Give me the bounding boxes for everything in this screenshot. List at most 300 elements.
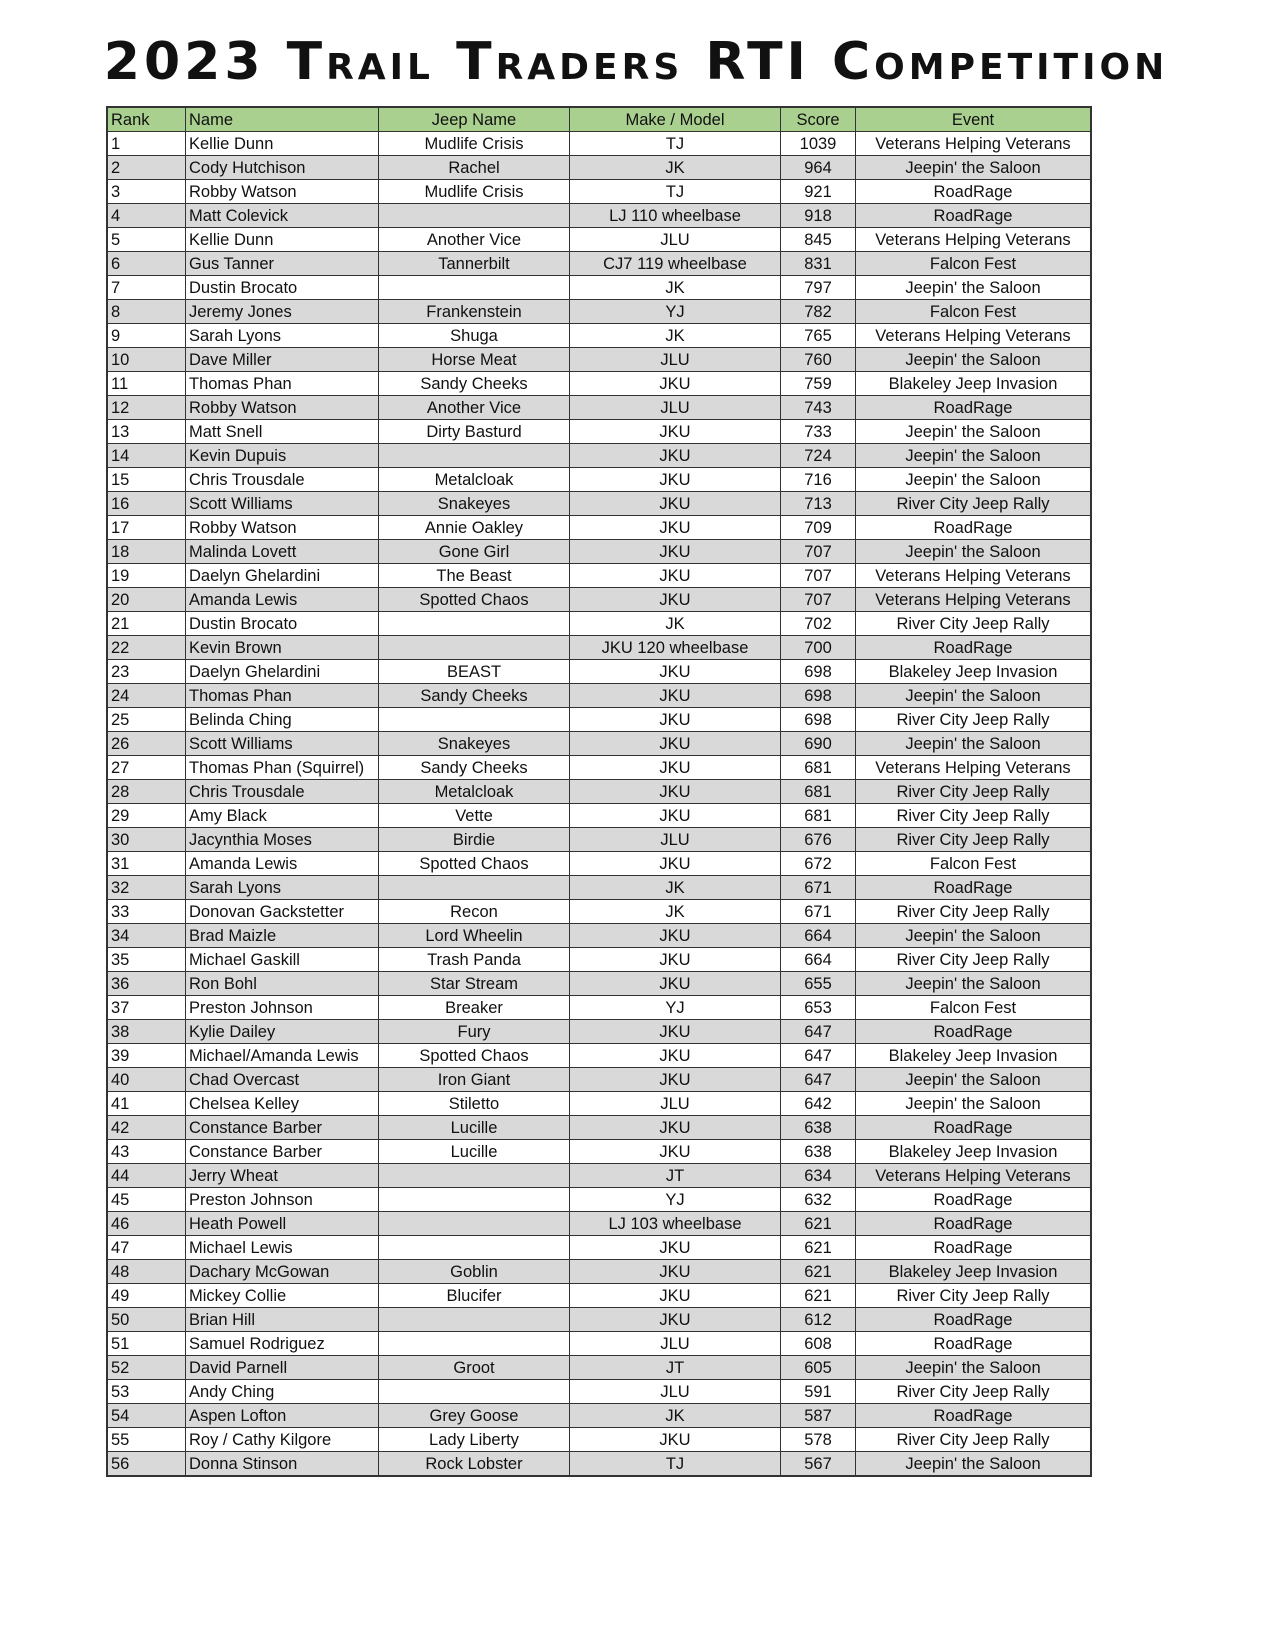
table-row [107,228,1091,252]
cell-make-model: JKU [570,588,781,612]
table-row [107,1332,1091,1356]
cell-make-model: JKU 120 wheelbase [570,636,781,660]
cell-rank: 19 [107,564,186,588]
cell-event: RoadRage [856,1188,1092,1212]
table-row [107,252,1091,276]
cell-jeep-name: Mudlife Crisis [379,180,570,204]
table-row [107,1452,1091,1477]
cell-score: 698 [781,684,856,708]
cell-event: RoadRage [856,1212,1092,1236]
table-row [107,780,1091,804]
cell-score: 709 [781,516,856,540]
cell-event: Jeepin' the Saloon [856,972,1092,996]
cell-jeep-name: Snakeyes [379,732,570,756]
cell-name: Dustin Brocato [186,276,379,300]
cell-jeep-name [379,1236,570,1260]
cell-score: 733 [781,420,856,444]
cell-jeep-name: Stiletto [379,1092,570,1116]
cell-score: 621 [781,1284,856,1308]
table-row [107,924,1091,948]
cell-name: Preston Johnson [186,1188,379,1212]
cell-event: Veterans Helping Veterans [856,564,1092,588]
cell-name: Matt Snell [186,420,379,444]
cell-score: 664 [781,948,856,972]
cell-make-model: JLU [570,228,781,252]
cell-score: 797 [781,276,856,300]
cell-rank: 47 [107,1236,186,1260]
cell-name: Dachary McGowan [186,1260,379,1284]
cell-rank: 41 [107,1092,186,1116]
cell-event: RoadRage [856,1116,1092,1140]
cell-score: 845 [781,228,856,252]
cell-name: Thomas Phan (Squirrel) [186,756,379,780]
cell-event: Jeepin' the Saloon [856,276,1092,300]
table-row [107,708,1091,732]
cell-name: Amanda Lewis [186,588,379,612]
table-row [107,1212,1091,1236]
cell-rank: 4 [107,204,186,228]
cell-rank: 14 [107,444,186,468]
cell-make-model: JK [570,156,781,180]
cell-score: 921 [781,180,856,204]
table-header-row [107,107,1091,132]
table-row [107,1284,1091,1308]
cell-event: Jeepin' the Saloon [856,1068,1092,1092]
cell-rank: 18 [107,540,186,564]
cell-rank: 30 [107,828,186,852]
table-row [107,1068,1091,1092]
cell-name: Jacynthia Moses [186,828,379,852]
cell-jeep-name: Trash Panda [379,948,570,972]
cell-rank: 20 [107,588,186,612]
cell-make-model: JKU [570,420,781,444]
cell-score: 567 [781,1452,856,1477]
cell-name: Amanda Lewis [186,852,379,876]
table-row [107,348,1091,372]
cell-jeep-name: Star Stream [379,972,570,996]
cell-jeep-name [379,1164,570,1188]
cell-name: Matt Colevick [186,204,379,228]
cell-rank: 40 [107,1068,186,1092]
cell-score: 707 [781,540,856,564]
cell-jeep-name: Breaker [379,996,570,1020]
table-row [107,876,1091,900]
cell-jeep-name [379,444,570,468]
cell-rank: 12 [107,396,186,420]
cell-make-model: JKU [570,660,781,684]
cell-score: 698 [781,708,856,732]
cell-name: Daelyn Ghelardini [186,660,379,684]
cell-jeep-name: Rock Lobster [379,1452,570,1477]
cell-score: 578 [781,1428,856,1452]
cell-name: Chad Overcast [186,1068,379,1092]
cell-jeep-name: Spotted Chaos [379,852,570,876]
cell-jeep-name [379,708,570,732]
cell-jeep-name [379,1212,570,1236]
cell-rank: 25 [107,708,186,732]
cell-rank: 50 [107,1308,186,1332]
cell-jeep-name [379,636,570,660]
cell-jeep-name: Sandy Cheeks [379,372,570,396]
cell-score: 671 [781,900,856,924]
cell-event: Veterans Helping Veterans [856,588,1092,612]
cell-score: 672 [781,852,856,876]
table-row [107,276,1091,300]
cell-name: Thomas Phan [186,372,379,396]
cell-score: 612 [781,1308,856,1332]
column-header-rank: Rank [107,107,186,132]
cell-make-model: JLU [570,396,781,420]
cell-event: RoadRage [856,1020,1092,1044]
cell-score: 632 [781,1188,856,1212]
cell-rank: 48 [107,1260,186,1284]
cell-name: Jeremy Jones [186,300,379,324]
cell-jeep-name: Lucille [379,1140,570,1164]
column-header-jeep-name: Jeep Name [379,107,570,132]
cell-event: RoadRage [856,180,1092,204]
cell-name: Heath Powell [186,1212,379,1236]
cell-make-model: JKU [570,852,781,876]
cell-make-model: JT [570,1164,781,1188]
cell-make-model: JKU [570,1068,781,1092]
cell-make-model: JKU [570,444,781,468]
cell-score: 621 [781,1260,856,1284]
cell-rank: 49 [107,1284,186,1308]
cell-rank: 21 [107,612,186,636]
cell-rank: 10 [107,348,186,372]
cell-jeep-name: Spotted Chaos [379,1044,570,1068]
cell-rank: 23 [107,660,186,684]
cell-name: Gus Tanner [186,252,379,276]
table-row [107,156,1091,180]
cell-event: RoadRage [856,636,1092,660]
cell-score: 655 [781,972,856,996]
cell-make-model: JKU [570,948,781,972]
cell-event: Veterans Helping Veterans [856,1164,1092,1188]
cell-rank: 34 [107,924,186,948]
cell-name: Robby Watson [186,396,379,420]
cell-jeep-name: Grey Goose [379,1404,570,1428]
cell-make-model: JKU [570,492,781,516]
cell-score: 760 [781,348,856,372]
cell-score: 707 [781,564,856,588]
cell-rank: 37 [107,996,186,1020]
cell-rank: 33 [107,900,186,924]
cell-score: 1039 [781,132,856,156]
cell-rank: 35 [107,948,186,972]
cell-rank: 53 [107,1380,186,1404]
table-row [107,684,1091,708]
table-row [107,1164,1091,1188]
cell-event: Veterans Helping Veterans [856,132,1092,156]
cell-name: Scott Williams [186,492,379,516]
cell-name: Mickey Collie [186,1284,379,1308]
table-row [107,132,1091,156]
cell-score: 782 [781,300,856,324]
cell-jeep-name: Tannerbilt [379,252,570,276]
cell-name: Chelsea Kelley [186,1092,379,1116]
cell-make-model: JK [570,876,781,900]
cell-name: Jerry Wheat [186,1164,379,1188]
cell-jeep-name: Recon [379,900,570,924]
cell-make-model: JKU [570,372,781,396]
cell-rank: 56 [107,1452,186,1477]
cell-event: RoadRage [856,876,1092,900]
table-row [107,1428,1091,1452]
cell-make-model: JK [570,612,781,636]
cell-jeep-name: Dirty Basturd [379,420,570,444]
cell-rank: 28 [107,780,186,804]
cell-name: Roy / Cathy Kilgore [186,1428,379,1452]
cell-make-model: CJ7 119 wheelbase [570,252,781,276]
cell-make-model: TJ [570,180,781,204]
cell-score: 621 [781,1236,856,1260]
cell-jeep-name: BEAST [379,660,570,684]
cell-make-model: JKU [570,516,781,540]
cell-make-model: JKU [570,1044,781,1068]
cell-jeep-name: Iron Giant [379,1068,570,1092]
table-row [107,180,1091,204]
cell-jeep-name: The Beast [379,564,570,588]
cell-name: Belinda Ching [186,708,379,732]
cell-rank: 26 [107,732,186,756]
cell-score: 707 [781,588,856,612]
cell-event: River City Jeep Rally [856,780,1092,804]
cell-jeep-name: Groot [379,1356,570,1380]
cell-jeep-name: Gone Girl [379,540,570,564]
cell-make-model: JKU [570,564,781,588]
cell-name: Kellie Dunn [186,132,379,156]
table-row [107,1308,1091,1332]
cell-event: Blakeley Jeep Invasion [856,1260,1092,1284]
cell-rank: 32 [107,876,186,900]
cell-event: Jeepin' the Saloon [856,1452,1092,1477]
cell-name: Dave Miller [186,348,379,372]
cell-score: 831 [781,252,856,276]
cell-score: 608 [781,1332,856,1356]
table-row [107,828,1091,852]
cell-name: Dustin Brocato [186,612,379,636]
cell-rank: 54 [107,1404,186,1428]
table-row [107,396,1091,420]
cell-rank: 3 [107,180,186,204]
cell-jeep-name: Mudlife Crisis [379,132,570,156]
cell-event: Veterans Helping Veterans [856,228,1092,252]
cell-make-model: JKU [570,468,781,492]
cell-jeep-name: Sandy Cheeks [379,756,570,780]
cell-name: David Parnell [186,1356,379,1380]
cell-event: River City Jeep Rally [856,1380,1092,1404]
cell-rank: 7 [107,276,186,300]
cell-event: Jeepin' the Saloon [856,1092,1092,1116]
cell-score: 759 [781,372,856,396]
table-row [107,612,1091,636]
cell-make-model: JK [570,900,781,924]
table-body [107,132,1091,1477]
cell-make-model: JLU [570,1380,781,1404]
cell-score: 671 [781,876,856,900]
cell-event: River City Jeep Rally [856,900,1092,924]
cell-jeep-name [379,204,570,228]
page-title: 2023 Trail Traders RTI Competition [103,32,1169,92]
cell-name: Brad Maizle [186,924,379,948]
cell-jeep-name [379,1332,570,1356]
cell-name: Malinda Lovett [186,540,379,564]
cell-make-model: TJ [570,132,781,156]
table-row [107,372,1091,396]
cell-event: Veterans Helping Veterans [856,324,1092,348]
cell-make-model: JKU [570,1308,781,1332]
table-row [107,732,1091,756]
cell-jeep-name [379,1308,570,1332]
cell-event: RoadRage [856,1308,1092,1332]
cell-score: 698 [781,660,856,684]
table-row [107,1356,1091,1380]
column-header-event: Event [856,107,1092,132]
cell-jeep-name: Another Vice [379,396,570,420]
cell-score: 690 [781,732,856,756]
cell-event: RoadRage [856,204,1092,228]
cell-make-model: JKU [570,1236,781,1260]
cell-event: Blakeley Jeep Invasion [856,1044,1092,1068]
cell-make-model: YJ [570,1188,781,1212]
cell-rank: 43 [107,1140,186,1164]
cell-score: 964 [781,156,856,180]
table-row [107,444,1091,468]
cell-make-model: JKU [570,756,781,780]
cell-name: Aspen Lofton [186,1404,379,1428]
cell-jeep-name: Metalcloak [379,780,570,804]
cell-event: Falcon Fest [856,300,1092,324]
table-row [107,564,1091,588]
cell-jeep-name: Rachel [379,156,570,180]
cell-event: Jeepin' the Saloon [856,732,1092,756]
cell-jeep-name: Another Vice [379,228,570,252]
cell-rank: 17 [107,516,186,540]
cell-rank: 5 [107,228,186,252]
cell-name: Brian Hill [186,1308,379,1332]
table-row [107,420,1091,444]
cell-score: 681 [781,780,856,804]
table-row [107,1236,1091,1260]
table-row [107,588,1091,612]
cell-event: Jeepin' the Saloon [856,156,1092,180]
column-header-make-model: Make / Model [570,107,781,132]
cell-score: 918 [781,204,856,228]
cell-name: Robby Watson [186,516,379,540]
table-row [107,492,1091,516]
table-row [107,540,1091,564]
table-row [107,1020,1091,1044]
cell-event: Jeepin' the Saloon [856,468,1092,492]
cell-rank: 24 [107,684,186,708]
cell-name: Scott Williams [186,732,379,756]
cell-event: Blakeley Jeep Invasion [856,1140,1092,1164]
cell-rank: 1 [107,132,186,156]
table-row [107,900,1091,924]
cell-score: 743 [781,396,856,420]
cell-rank: 29 [107,804,186,828]
cell-event: River City Jeep Rally [856,612,1092,636]
cell-jeep-name [379,1188,570,1212]
cell-name: Constance Barber [186,1116,379,1140]
cell-make-model: JKU [570,1284,781,1308]
cell-rank: 55 [107,1428,186,1452]
cell-name: Michael Lewis [186,1236,379,1260]
cell-event: Jeepin' the Saloon [856,924,1092,948]
cell-jeep-name: Snakeyes [379,492,570,516]
cell-event: Jeepin' the Saloon [856,420,1092,444]
cell-jeep-name: Metalcloak [379,468,570,492]
cell-make-model: JKU [570,1260,781,1284]
cell-score: 647 [781,1044,856,1068]
cell-make-model: JKU [570,1140,781,1164]
cell-rank: 46 [107,1212,186,1236]
cell-name: Kylie Dailey [186,1020,379,1044]
cell-event: River City Jeep Rally [856,828,1092,852]
cell-name: Michael/Amanda Lewis [186,1044,379,1068]
cell-name: Constance Barber [186,1140,379,1164]
cell-jeep-name: Lady Liberty [379,1428,570,1452]
cell-name: Thomas Phan [186,684,379,708]
cell-rank: 39 [107,1044,186,1068]
cell-event: River City Jeep Rally [856,804,1092,828]
table-row [107,1044,1091,1068]
cell-make-model: JK [570,276,781,300]
cell-make-model: JKU [570,540,781,564]
table-row [107,300,1091,324]
cell-score: 605 [781,1356,856,1380]
cell-score: 621 [781,1212,856,1236]
table-row [107,660,1091,684]
cell-score: 638 [781,1140,856,1164]
cell-score: 653 [781,996,856,1020]
cell-jeep-name: Vette [379,804,570,828]
column-header-name: Name [186,107,379,132]
cell-make-model: JLU [570,828,781,852]
cell-make-model: JLU [570,1332,781,1356]
cell-rank: 52 [107,1356,186,1380]
cell-event: Jeepin' the Saloon [856,348,1092,372]
cell-score: 700 [781,636,856,660]
cell-event: Blakeley Jeep Invasion [856,660,1092,684]
cell-rank: 9 [107,324,186,348]
cell-jeep-name: Lucille [379,1116,570,1140]
cell-make-model: JK [570,1404,781,1428]
cell-event: RoadRage [856,1404,1092,1428]
cell-name: Kevin Dupuis [186,444,379,468]
table-row [107,1260,1091,1284]
cell-rank: 45 [107,1188,186,1212]
cell-jeep-name: Fury [379,1020,570,1044]
table-row [107,1380,1091,1404]
cell-rank: 44 [107,1164,186,1188]
cell-score: 765 [781,324,856,348]
cell-rank: 22 [107,636,186,660]
cell-event: Falcon Fest [856,252,1092,276]
cell-event: Jeepin' the Saloon [856,684,1092,708]
cell-name: Sarah Lyons [186,324,379,348]
cell-make-model: JKU [570,732,781,756]
table-row [107,948,1091,972]
cell-make-model: JKU [570,708,781,732]
table-row [107,1116,1091,1140]
cell-name: Preston Johnson [186,996,379,1020]
cell-rank: 6 [107,252,186,276]
cell-make-model: JKU [570,1428,781,1452]
cell-name: Chris Trousdale [186,780,379,804]
cell-name: Michael Gaskill [186,948,379,972]
